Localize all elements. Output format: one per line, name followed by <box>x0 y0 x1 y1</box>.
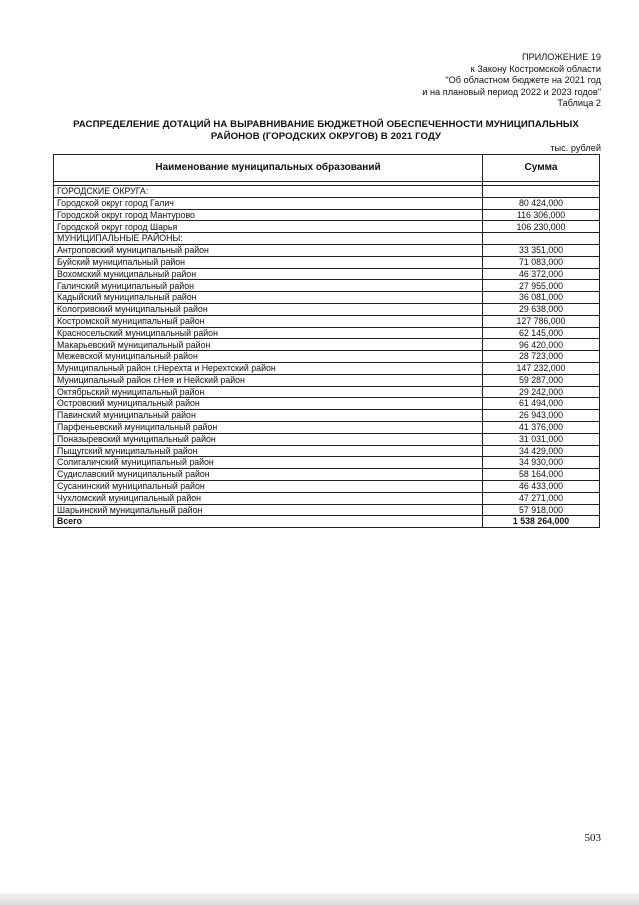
row-name: Сусанинский муниципальный район <box>54 480 483 492</box>
row-name: Межевской муниципальный район <box>54 351 483 363</box>
row-sum: 47 271,000 <box>483 492 600 504</box>
table-body <box>54 182 600 528</box>
table-row <box>54 327 600 339</box>
row-name: Павинский муниципальный район <box>54 410 483 422</box>
table-row <box>54 233 600 245</box>
table-row <box>54 268 600 280</box>
appendix-budget-line: "Об областном бюджете на 2021 год <box>445 75 601 86</box>
row-sum: 71 083,000 <box>483 256 600 268</box>
title-line-1: РАСПРЕДЕЛЕНИЕ ДОТАЦИЙ НА ВЫРАВНИВАНИЕ БЮДЖЕТНОЙ ОБЕСПЕЧЕННОСТИ МУНИЦИПАЛЬНЫХ <box>73 119 579 130</box>
table-row <box>54 410 600 422</box>
row-sum: 59 287,000 <box>483 374 600 386</box>
scan-bottom-edge <box>0 893 639 905</box>
table-row <box>54 421 600 433</box>
table-row <box>54 398 600 410</box>
table-row <box>54 374 600 386</box>
row-name: Буйский муниципальный район <box>54 256 483 268</box>
table-row <box>54 457 600 469</box>
table-row <box>54 433 600 445</box>
document-title <box>55 119 597 143</box>
row-name: Муниципальный район г.Нерехта и Нерехтский район <box>54 362 483 374</box>
row-name: Чухломский муниципальный район <box>54 492 483 504</box>
row-sum: 29 638,000 <box>483 303 600 315</box>
table-row <box>54 186 600 198</box>
page-number: 503 <box>584 832 601 844</box>
row-name: Поназыревский муниципальный район <box>54 433 483 445</box>
row-name: МУНИЦИПАЛЬНЫЕ РАЙОНЫ: <box>54 233 483 245</box>
row-sum: 27 955,000 <box>483 280 600 292</box>
row-sum: 80 424,000 <box>483 197 600 209</box>
row-name: Макарьевский муниципальный район <box>54 339 483 351</box>
row-sum: 36 081,000 <box>483 292 600 304</box>
total-row <box>54 516 600 528</box>
table-row <box>54 315 600 327</box>
row-sum: 46 433,000 <box>483 480 600 492</box>
row-sum <box>483 233 600 245</box>
row-name: Вохомский муниципальный район <box>54 268 483 280</box>
row-name: Костромской муниципальный район <box>54 315 483 327</box>
table-row <box>54 492 600 504</box>
row-name: Судиславский муниципальный район <box>54 469 483 481</box>
row-name: Парфеньевский муниципальный район <box>54 421 483 433</box>
table-row <box>54 303 600 315</box>
row-name: Октябрьский муниципальный район <box>54 386 483 398</box>
row-sum <box>483 186 600 198</box>
row-sum: 31 031,000 <box>483 433 600 445</box>
table-row <box>54 256 600 268</box>
row-sum: 116 306,000 <box>483 209 600 221</box>
table-row <box>54 386 600 398</box>
table-row <box>54 209 600 221</box>
row-sum: 41 376,000 <box>483 421 600 433</box>
row-sum: 96 420,000 <box>483 339 600 351</box>
row-name: Городской округ город Шарья <box>54 221 483 233</box>
row-name: Муниципальный район г.Нея и Нейский район <box>54 374 483 386</box>
row-name: Кологривский муниципальный район <box>54 303 483 315</box>
row-name: ГОРОДСКИЕ ОКРУГА: <box>54 186 483 198</box>
row-sum: 28 723,000 <box>483 351 600 363</box>
table-row <box>54 362 600 374</box>
table-row <box>54 469 600 481</box>
row-sum: 34 429,000 <box>483 445 600 457</box>
total-sum: 1 538 264,000 <box>483 516 600 528</box>
table-row <box>54 480 600 492</box>
row-name: Пыщугский муниципальный район <box>54 445 483 457</box>
row-sum: 57 918,000 <box>483 504 600 516</box>
table-number: Таблица 2 <box>557 98 601 109</box>
units-label: тыс. рублей <box>550 143 601 153</box>
row-sum: 127 786,000 <box>483 315 600 327</box>
table-header-row <box>54 155 600 182</box>
row-sum: 29 242,000 <box>483 386 600 398</box>
row-sum: 61 494,000 <box>483 398 600 410</box>
row-sum: 58 164,000 <box>483 469 600 481</box>
row-sum: 147 232,000 <box>483 362 600 374</box>
column-header-name: Наименование муниципальных образований <box>54 155 483 182</box>
appendix-period-line: и на плановый период 2022 и 2023 годов" <box>422 86 601 97</box>
row-name: Шарьинский муниципальный район <box>54 504 483 516</box>
row-sum: 106 230,000 <box>483 221 600 233</box>
row-name: Островский муниципальный район <box>54 398 483 410</box>
table-row <box>54 339 600 351</box>
row-sum: 33 351,000 <box>483 244 600 256</box>
table-row <box>54 280 600 292</box>
table-row <box>54 292 600 304</box>
row-name: Солигаличский муниципальный район <box>54 457 483 469</box>
table-row <box>54 197 600 209</box>
appendix-number: ПРИЛОЖЕНИЕ 19 <box>521 52 601 62</box>
table-row <box>54 504 600 516</box>
row-name: Галичский муниципальный район <box>54 280 483 292</box>
total-label: Всего <box>54 516 483 528</box>
row-name: Красносельский муниципальный район <box>54 327 483 339</box>
title-line-2: РАЙОНОВ (ГОРОДСКИХ ОКРУГОВ) В 2021 ГОДУ <box>210 131 442 142</box>
row-name: Антроповский муниципальный район <box>54 244 483 256</box>
appendix-header <box>301 52 601 110</box>
row-name: Кадыйский муниципальный район <box>54 292 483 304</box>
row-sum: 62 145,000 <box>483 327 600 339</box>
row-name: Городской округ город Мантурово <box>54 209 483 221</box>
table-row <box>54 351 600 363</box>
column-header-sum: Сумма <box>483 155 600 182</box>
table-row <box>54 244 600 256</box>
table-row <box>54 445 600 457</box>
row-sum: 26 943,000 <box>483 410 600 422</box>
subsidy-table <box>53 154 600 528</box>
row-name: Городской округ город Галич <box>54 197 483 209</box>
row-sum: 46 372,000 <box>483 268 600 280</box>
appendix-law-line: к Закону Костромской области <box>470 63 601 74</box>
table-row <box>54 221 600 233</box>
row-sum: 34 930,000 <box>483 457 600 469</box>
